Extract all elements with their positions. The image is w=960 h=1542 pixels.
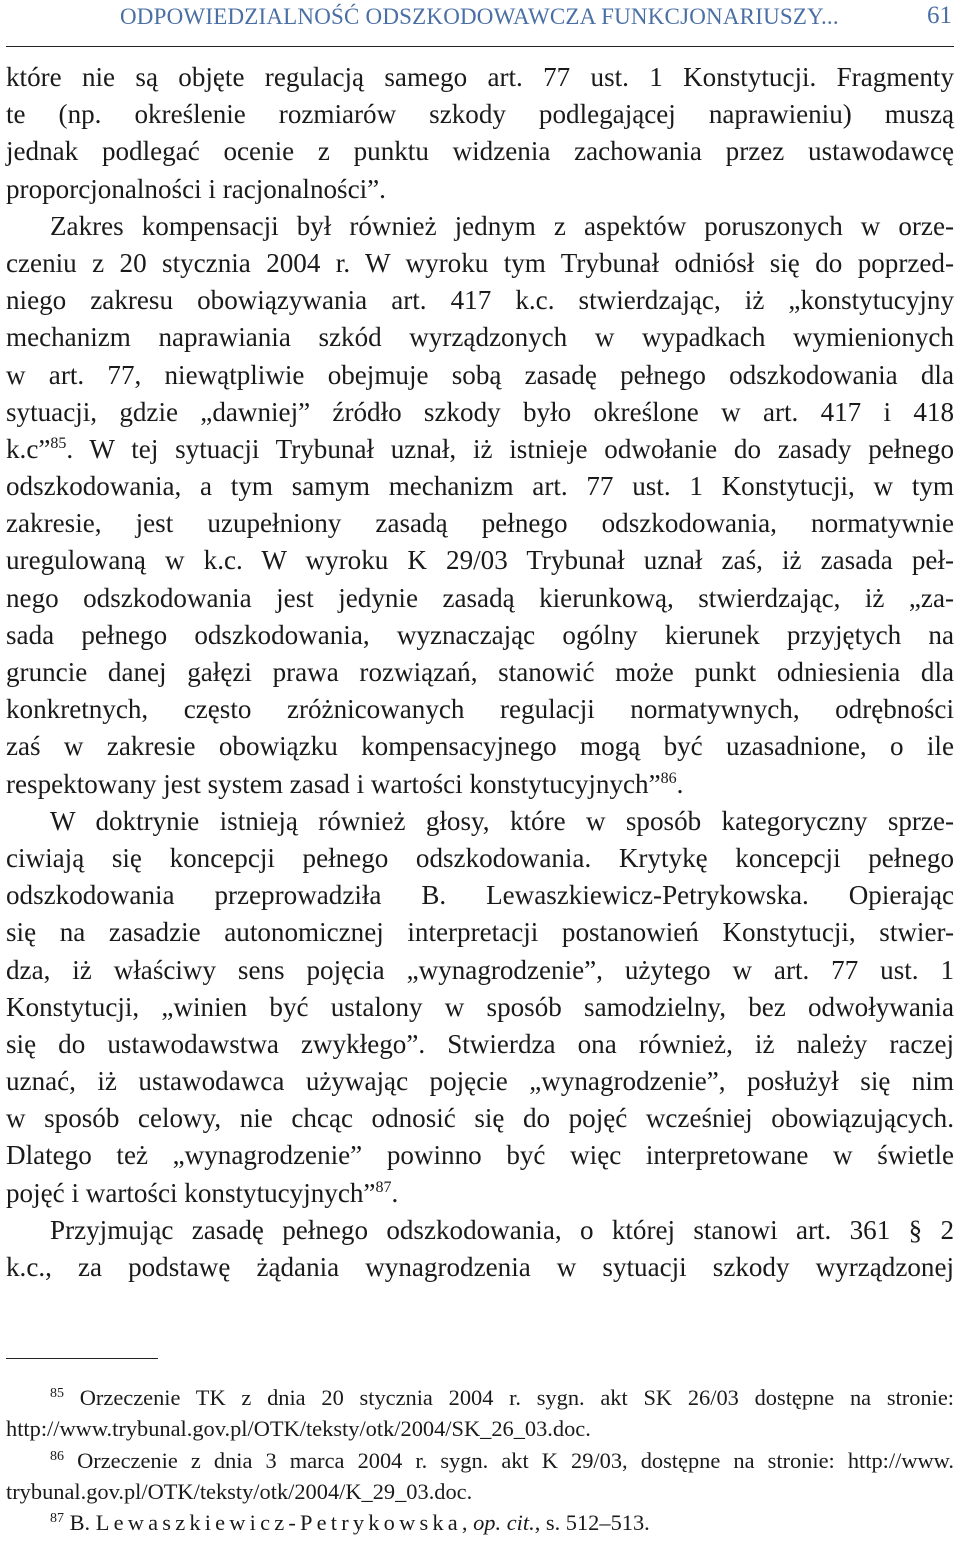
body-line: mechanizm naprawiania szkód wyrządzonych w wypadkach wymienionych bbox=[6, 322, 954, 353]
body-line: w art. 77, niewątpliwie obejmuje sobą zasadę pełnego odszkodowania dla bbox=[6, 359, 954, 390]
footnote-85 bbox=[6, 1382, 954, 1413]
paragraph-start: W doktrynie istnieją również głosy, które w sposób kategoryczny sprze- bbox=[50, 805, 954, 836]
footnote-separator bbox=[6, 1358, 158, 1359]
body-line: te (np. określenie rozmiarów szkody podlegającej naprawieniu) muszą bbox=[6, 99, 954, 130]
op-cit: op. cit. bbox=[473, 1510, 535, 1536]
author-name: Lewaszkiewicz-Petrykowska bbox=[95, 1510, 462, 1536]
body-line: czeniu z 20 stycznia 2004 r. W wyroku tym Trybunał odniósł się do poprzed- bbox=[6, 247, 954, 278]
footnote-number: 86 bbox=[50, 1448, 64, 1464]
body-line: się do ustawodawstwa zwykłego”. Stwierdza ona również, iż należy raczej bbox=[6, 1028, 954, 1059]
body-line: nego odszkodowania jest jedynie zasadą kierunkową, stwierdzając, iż „za- bbox=[6, 582, 954, 613]
body-line: zakresie, jest uzupełniony zasadą pełnego odszkodowania, normatywnie bbox=[6, 508, 954, 539]
running-title: ODPOWIEDZIALNOŚĆ ODSZKODOWAWCZA FUNKCJONARIUSZY... bbox=[120, 4, 839, 29]
text-run: respektowany jest system zasad i wartości konstytucyjnych” bbox=[6, 768, 661, 799]
footnote-ref-87: 87 bbox=[375, 1178, 392, 1196]
text-run: . bbox=[676, 768, 684, 799]
body-line: się na zasadzie autonomicznej interpretacji postanowień Konstytucji, stwier- bbox=[6, 917, 954, 948]
body-line: uznać, iż ustawodawca używając pojęcie „wynagrodzenie”, posłużył się nim bbox=[6, 1066, 954, 1097]
body-line: w sposób celowy, nie chcąc odnosić się do pojęć wcześniej obowiązujących. bbox=[6, 1103, 954, 1134]
body-line-with-footnote bbox=[6, 1175, 954, 1212]
body-line: odszkodowania, a tym samym mechanizm art. 77 ust. 1 Konstytucji, w tym bbox=[6, 471, 954, 502]
body-line: sytuacji, gdzie „dawniej” źródło szkody było określone w art. 417 i 418 bbox=[6, 396, 954, 427]
footnote-number: 87 bbox=[50, 1511, 64, 1527]
running-header bbox=[0, 0, 960, 48]
footnote-ref-85: 85 bbox=[50, 434, 67, 452]
body-line: niego zakresu obowiązywania art. 417 k.c. stwierdzając, iż „konstytucyjny bbox=[6, 285, 954, 316]
footnote-86-url: trybunal.gov.pl/OTK/teksty/otk/2004/K_29_03.doc. bbox=[6, 1478, 473, 1504]
body-line: odszkodowania przeprowadziła B. Lewaszkiewicz-Petrykowska. Opierając bbox=[6, 880, 954, 911]
body-line: jednak podlegać ocenie z punktu widzenia zachowania przez ustawodawcę bbox=[6, 136, 954, 167]
page-number: 61 bbox=[927, 2, 952, 29]
footnote-number: 85 bbox=[50, 1386, 64, 1401]
pages: , s. 512–513. bbox=[534, 1510, 650, 1536]
body-line-with-footnote bbox=[6, 766, 954, 803]
body-line-with-footnote bbox=[6, 431, 954, 468]
body-line: ciwiają się koncepcji pełnego odszkodowania. Krytykę koncepcji pełnego bbox=[6, 842, 954, 873]
footnote-text: Orzeczenie z dnia 3 marca 2004 r. sygn. akt K 29/03, dostępne na stronie: http://www. bbox=[77, 1447, 954, 1473]
body-line: Dlatego też „wynagrodzenie” powinno być więc interpretowane w świetle bbox=[6, 1140, 954, 1171]
body-line: konkretnych, często zróżnicowanych regulacji normatywnych, odrębności bbox=[6, 694, 954, 725]
paragraph-start: Zakres kompensacji był również jednym z aspektów poruszonych w orze- bbox=[50, 210, 954, 241]
header-rule bbox=[6, 46, 954, 47]
footnote-86 bbox=[6, 1445, 954, 1476]
body-line: gruncie danej gałęzi prawa rozwiązań, stanowić może punkt odniesienia dla bbox=[6, 657, 954, 687]
footnote-text: Orzeczenie TK z dnia 20 stycznia 2004 r. sygn. akt SK 26/03 dostępne na stronie: bbox=[79, 1385, 954, 1410]
separator: , bbox=[461, 1510, 468, 1536]
paragraph-start: Przyjmując zasadę pełnego odszkodowania, o której stanowi art. 361 § 2 bbox=[50, 1214, 954, 1245]
text-run: pojęć i wartości konstytucyjnych” bbox=[6, 1177, 376, 1208]
body-line: sada pełnego odszkodowania, wyznaczając ogólny kierunek przyjętych na bbox=[6, 619, 954, 650]
text-run: . bbox=[391, 1177, 399, 1208]
body-line: zaś w zakresie obowiązku kompensacyjnego mogą być uzasadnione, o ile bbox=[6, 731, 954, 762]
footnote-ref-86: 86 bbox=[660, 769, 677, 787]
body-line: proporcjonalności i racjonalności”. bbox=[6, 173, 386, 204]
footnote-85-url: http://www.trybunal.gov.pl/OTK/teksty/otk/2004/SK_26_03.doc. bbox=[6, 1416, 591, 1442]
text-run: . W tej sytuacji Trybunał uznał, iż istnieje odwołanie do zasady pełnego bbox=[66, 433, 954, 464]
footnotes bbox=[6, 1382, 954, 1538]
body-text bbox=[6, 59, 954, 1286]
footnote-87 bbox=[6, 1507, 954, 1538]
body-line: dza, iż właściwy sens pojęcia „wynagrodzenie”, użytego w art. 77 ust. 1 bbox=[6, 954, 954, 985]
body-line: Konstytucji, „winien być ustalony w sposób samodzielny, bez odwoływania bbox=[6, 991, 954, 1022]
body-line: które nie są objęte regulacją samego art. 77 ust. 1 Konstytucji. Fragmenty bbox=[6, 62, 954, 92]
author-initial: B. bbox=[69, 1510, 91, 1536]
body-line: uregulowaną w k.c. W wyroku K 29/03 Trybunał uznał zaś, iż zasada peł- bbox=[6, 545, 954, 576]
text-run: k.c” bbox=[6, 433, 51, 464]
body-line: k.c., za podstawę żądania wynagrodzenia w sytuacji szkody wyrządzonej bbox=[6, 1252, 954, 1282]
